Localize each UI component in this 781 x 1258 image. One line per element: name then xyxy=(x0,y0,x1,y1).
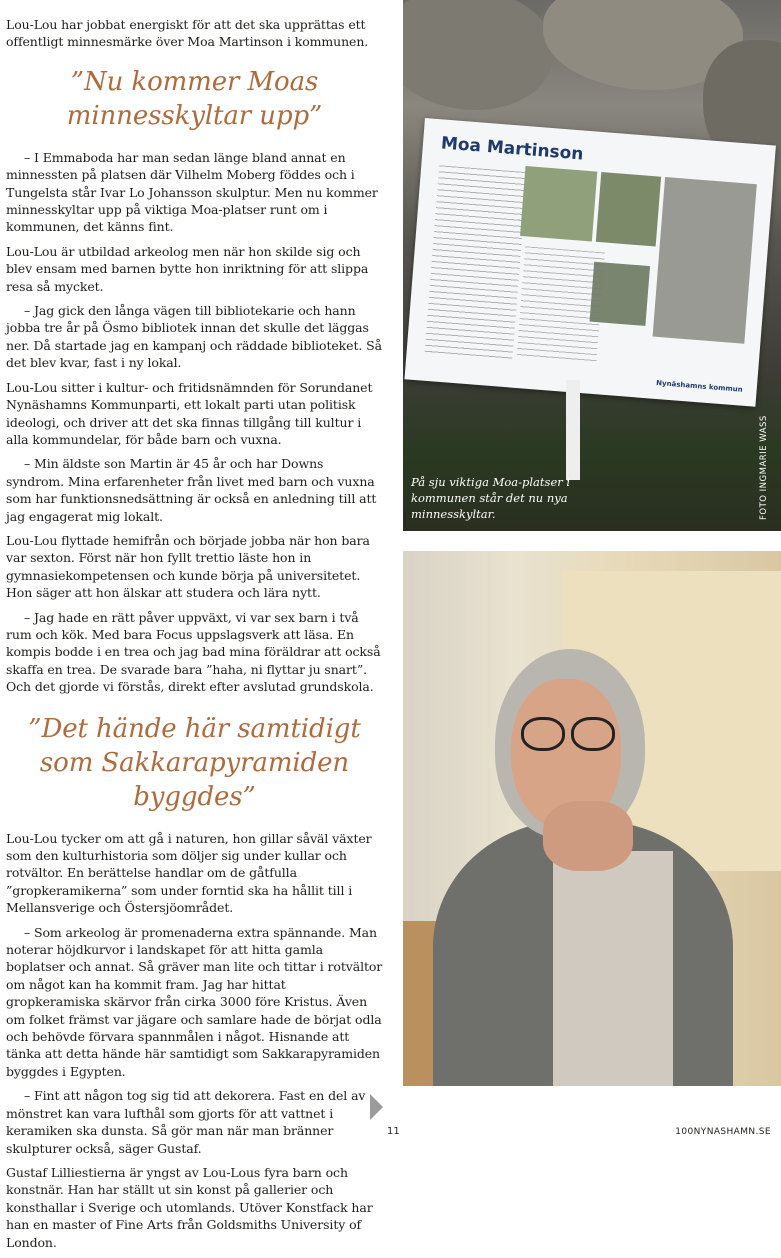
paragraph: Lou-Lou har jobbat energiskt för att det ska upprättas ett offentligt minnesmärke över Moa Martinson i kommunen. xyxy=(6,17,369,50)
paragraph: Lou-Lou sitter i kultur- och fritidsnämnden för Sorundanet Nynäshamns Kommunparti, ett lokalt parti utan politisk ideologi, och driver att det ska finnas tillgång till kultur i alla kommundelar, för både barn och vuxna. xyxy=(6,379,373,447)
shirt xyxy=(553,851,673,1086)
sign-gravestone-image xyxy=(596,172,661,246)
paragraph: – Jag hade en rätt påver uppväxt, vi var sex barn i två rum och kök. Med bara Focus uppslagsverk att läsa. En kompis bodde i en trea och jag bad mina föräldrar att också skaffa en trea. De svarade bara ”haha, ni flyttar ju snart”. Och det gjorde vi förstås, direkt efter avslutad grundskola. xyxy=(6,609,381,695)
municipality-logo: Nynäshamns kommun xyxy=(655,378,743,394)
sign-post xyxy=(566,380,580,480)
sign-portrait-image xyxy=(653,177,757,344)
memorial-sign xyxy=(404,118,775,407)
page-number: 11 xyxy=(387,1126,400,1137)
glasses-icon xyxy=(521,717,565,751)
paragraph: – Som arkeolog är promenaderna extra spännande. Man noterar höjdkurvor i landskapet för att hitta gamla boplatser och annat. Så gräver man lite och tittar i rotvältor om något kan ha kommit fram. Jag har hittat gropkeramiska skärvor från cirka 3000 före Kristus. Även om folket främst var jägare och samlare hade de börjat odla och behövde förvara spannmålen i något. Hisnande att tänka att detta hände här samtidigt som Sakkarapyramiden byggdes i Egypten. xyxy=(6,924,383,1079)
hand xyxy=(543,801,633,871)
stone xyxy=(403,0,553,110)
paragraph: – Jag gick den långa vägen till bibliotekarie och hann jobba tre år på Ösmo bibliotek innan det skulle det läggas ner. Då startade jag en kampanj och räddade biblioteket. Så det blev kvar, fast i ny lokal. xyxy=(6,303,382,371)
pull-quote: ”Nu kommer Moas minnesskyltar upp” xyxy=(66,66,323,131)
glasses-icon xyxy=(571,717,615,751)
sign-text xyxy=(517,246,605,362)
article-column xyxy=(6,16,383,1258)
sign-title: Moa Martinson xyxy=(440,133,585,165)
pull-quote: ”Det hände här samtidigt som Sakkarapyramiden byggdes” xyxy=(28,713,361,812)
site-url: 100NYNASHAMN.SE xyxy=(675,1127,771,1137)
paragraph: Lou-Lou flyttade hemifrån och började jobba när hon bara var sexton. Först när hon fyllt trettio läste hon in gymnasiekompetensen och kunde börja på universitetet. Hon säger att hon älskar att studera och lära nytt. xyxy=(6,532,370,601)
paragraph: – Min äldste son Martin är 45 år och har Downs syndrom. Mina erfarenheter från livet med barn och vuxna som har funktionsnedsättning är också en anledning till att jag engagerat mig lokalt. xyxy=(6,456,377,524)
paragraph: – Fint att någon tog sig tid att dekorera. Fast en del av mönstret kan vara lufthål som gjorts för att vattnet i keramiken ska dunsta. Så gör man när man bränner skulpturer också, säger Gustaf. xyxy=(6,1088,366,1156)
paragraph: Lou-Lou är utbildad arkeolog men när hon skilde sig och blev ensam med barnen bytte hon inriktning för att slippa resa så mycket. xyxy=(6,243,369,294)
photo-credit: FOTO INGMARIE WASS xyxy=(759,415,769,520)
memorial-sign-photo xyxy=(403,0,781,531)
continue-arrow-icon xyxy=(370,1094,383,1120)
portrait-photo xyxy=(403,551,781,1086)
paragraph: – I Emmaboda har man sedan länge bland annat en minnessten på platsen där Vilhelm Moberg föddes och i Tungelsta står Ivar Lo Johansson skulptur. Men nu kommer minnesskyltar upp på viktiga Moa-platser runt om i kommunen, det känns fint. xyxy=(6,149,378,235)
paragraph: Gustaf Lilliestierna är yngst av Lou-Lous fyra barn och konstnär. Han har ställt ut sin konst på gallerier och konsthallar i Sverige och utomlands. Utöver Konstfack har han en master of Fine Arts från Goldsmiths University of London. xyxy=(6,1164,373,1250)
paragraph: Lou-Lou tycker om att gå i naturen, hon gillar såväl växter som den kulturhistoria som döljer sig under kullar och rotvältor. En berättelse handlar om de gåtfulla ”gropkeramikerna” som under forntid ska ha hållit till i Mellansverige och Östersjöområdet. xyxy=(6,830,372,916)
sign-text xyxy=(424,165,527,361)
sign-map-image xyxy=(520,166,597,241)
photo-caption: På sju viktiga Moa-platser i kommunen står det nu nya minnesskyltar. xyxy=(411,475,571,521)
